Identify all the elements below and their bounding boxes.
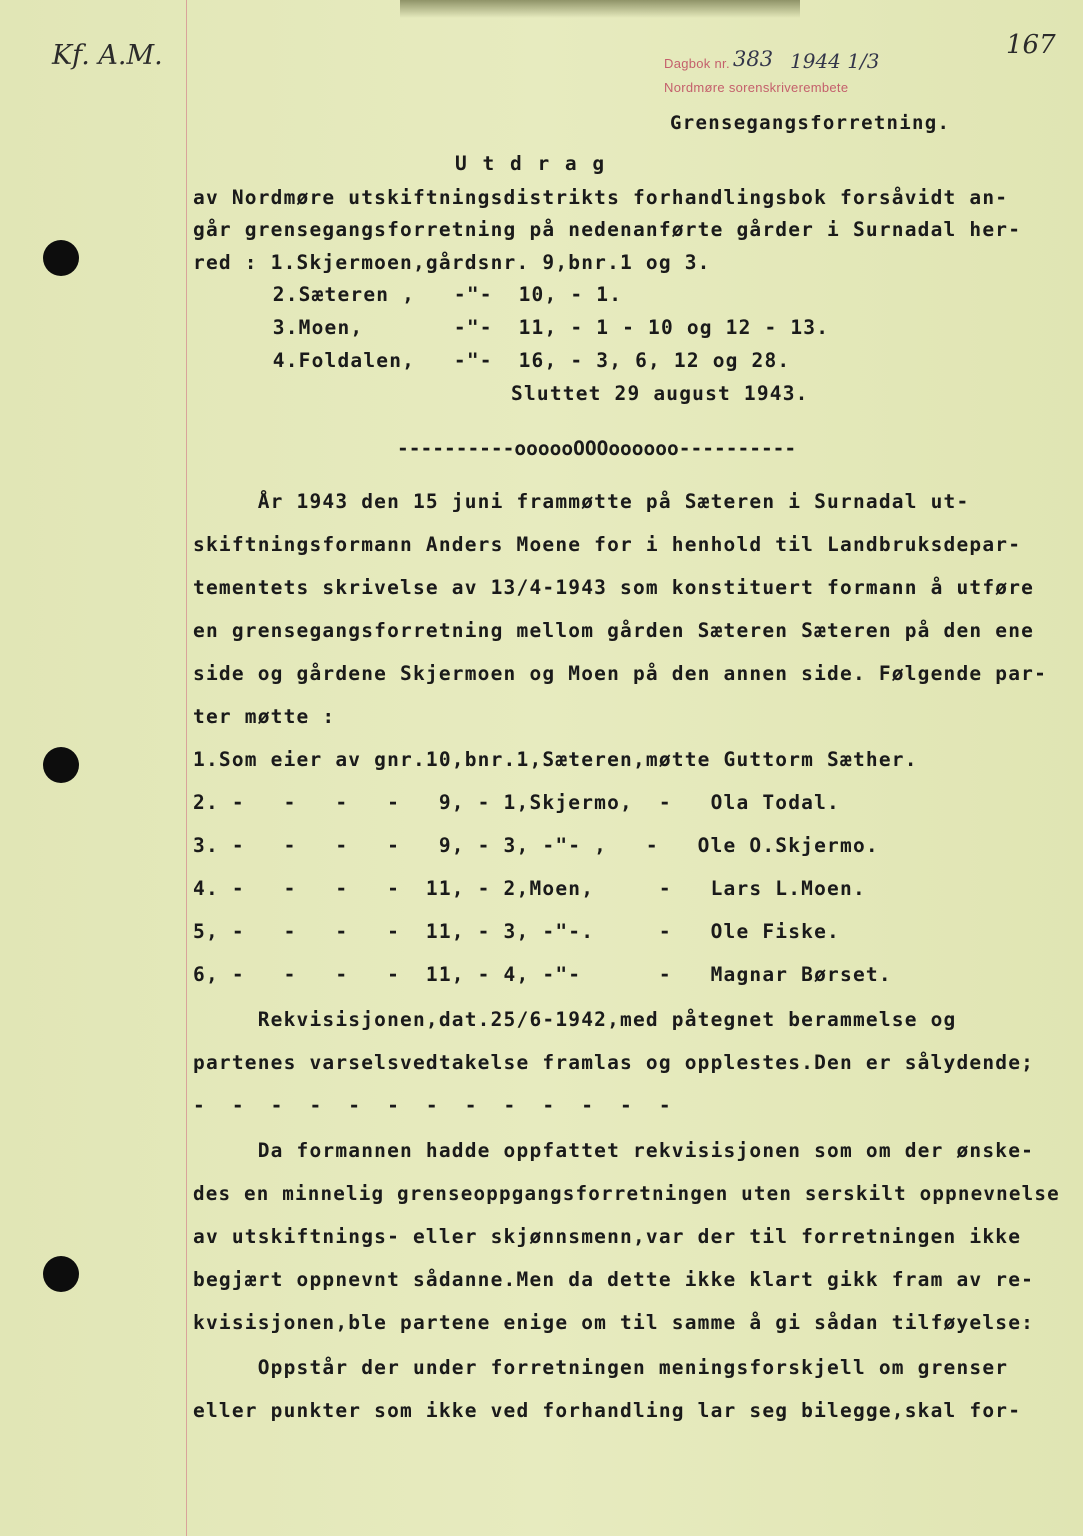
punch-hole: [43, 240, 79, 276]
text-line: kvisisjonen,ble partene enige om til samme å gi sådan tilføyelse:: [193, 1311, 1035, 1334]
farm-line: 3.Moen, -"- 11, - 1 - 10 og 12 - 13.: [221, 316, 830, 339]
party-line: 3. - - - - 9, - 3, -"- , - Ole O.Skjermo.: [193, 834, 879, 857]
party-line: 2. - - - - 9, - 1,Skjermo, - Ola Todal.: [193, 791, 840, 814]
text-line: red : 1.Skjermoen,gårdsnr. 9,bnr.1 og 3.: [193, 251, 711, 274]
text-line: Oppstår der under forretningen meningsforskjell om grenser: [193, 1356, 1009, 1379]
punch-hole: [43, 747, 79, 783]
party-line: 6, - - - - 11, - 4, -"- - Magnar Børset.: [193, 963, 892, 986]
dagbok-number: 383: [733, 47, 774, 71]
text-line: går grensegangsforretning på nedenanførte gårder i Surnadal her-: [193, 218, 1022, 241]
text-line: en grensegangsforretning mellom gården Sæteren Sæteren på den ene: [193, 619, 1035, 642]
margin-line: [186, 0, 187, 1536]
text-line: side og gårdene Skjermoen og Moen på den annen side. Følgende par-: [193, 662, 1048, 685]
party-line: 1.Som eier av gnr.10,bnr.1,Sæteren,møtte Guttorm Sæther.: [193, 748, 918, 771]
dash-line: - - - - - - - - - - - - -: [193, 1094, 672, 1117]
scan-shadow: [400, 0, 800, 18]
document-title: U t d r a g: [455, 152, 607, 175]
punch-hole: [43, 1256, 79, 1292]
closed-date: Sluttet 29 august 1943.: [511, 382, 809, 405]
dagbok-label: Dagbok nr.: [664, 56, 730, 71]
party-line: 4. - - - - 11, - 2,Moen, - Lars L.Moen.: [193, 877, 866, 900]
text-line: partenes varselsvedtakelse framlas og opplestes.Den er sålydende;: [193, 1051, 1035, 1074]
text-line: ter møtte :: [193, 705, 336, 728]
text-line: skiftningsformann Anders Moene for i henhold til Landbruksdepar-: [193, 533, 1022, 556]
text-line: Da formannen hadde oppfattet rekvisisjonen som om der ønske-: [193, 1139, 1035, 1162]
page-number: 167: [1006, 30, 1056, 60]
text-line: des en minnelig grenseoppgangsforretningen uten serskilt oppnevnelse: [193, 1182, 1060, 1205]
text-line: eller punkter som ikke ved forhandling lar seg bilegge,skal for-: [193, 1399, 1022, 1422]
dagbok-date: 1944 1/3: [790, 49, 880, 73]
text-line: tementets skrivelse av 13/4-1943 som konstituert formann å utføre: [193, 576, 1035, 599]
text-line: av Nordmøre utskiftningsdistrikts forhandlingsbok forsåvidt an-: [193, 186, 1009, 209]
party-line: 5, - - - - 11, - 3, -"-. - Ole Fiske.: [193, 920, 840, 943]
office-stamp: Nordmøre sorenskriverembete: [664, 80, 849, 95]
margin-note: Kf. A.M.: [52, 40, 163, 71]
separator: ----------oooooOOOoooooo----------: [397, 437, 797, 460]
text-line: begjært oppnevnt sådanne.Men da dette ikke klart gikk fram av re-: [193, 1268, 1035, 1291]
text-line: av utskiftnings- eller skjønnsmenn,var der til forretningen ikke: [193, 1225, 1022, 1248]
text-line: Rekvisisjonen,dat.25/6-1942,med påtegnet berammelse og: [193, 1008, 957, 1031]
text-line: År 1943 den 15 juni frammøtte på Sæteren i Surnadal ut-: [193, 490, 970, 513]
farm-line: 2.Sæteren , -"- 10, - 1.: [221, 283, 623, 306]
heading: Grensegangsforretning.: [670, 112, 951, 134]
farm-line: 4.Foldalen, -"- 16, - 3, 6, 12 og 28.: [221, 349, 791, 372]
